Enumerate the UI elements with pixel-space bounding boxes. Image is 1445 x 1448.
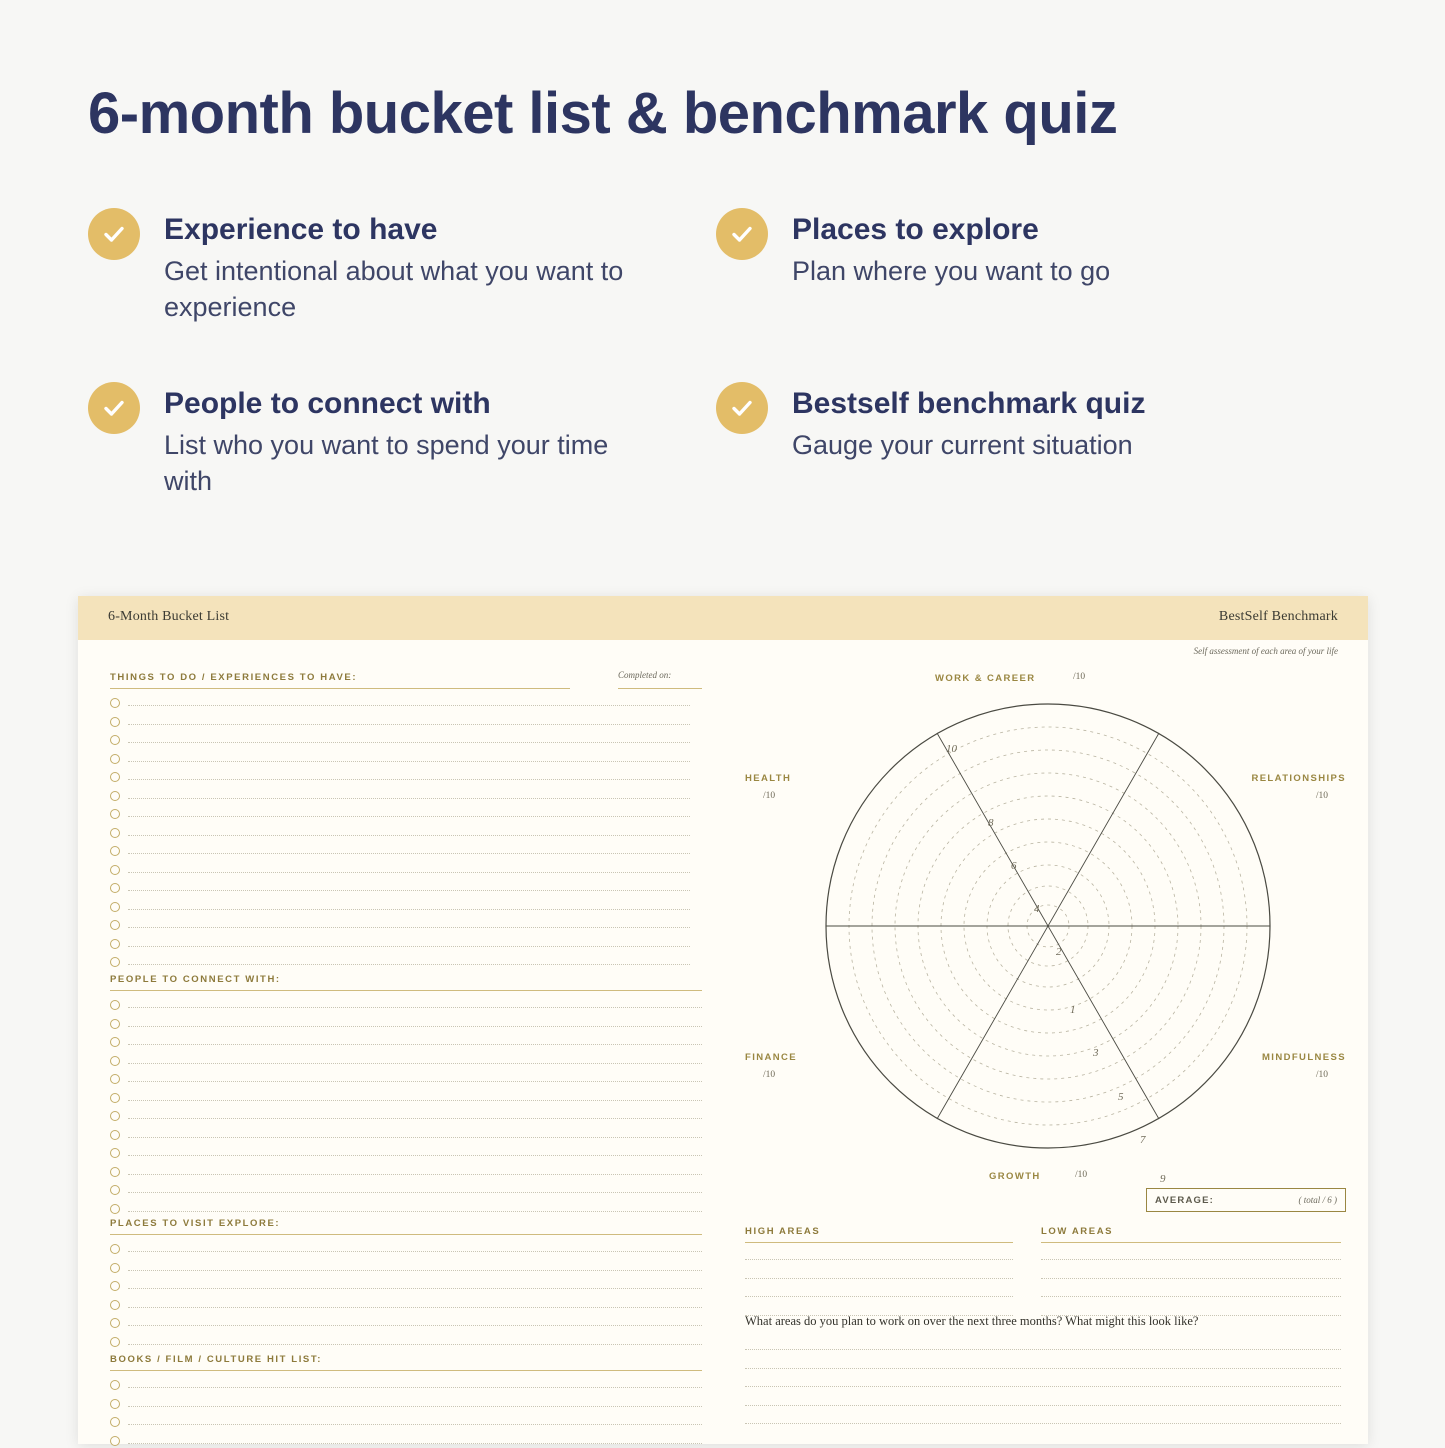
write-line[interactable] — [110, 1161, 702, 1180]
checkbox-circle-icon[interactable] — [110, 1019, 120, 1029]
checkbox-circle-icon[interactable] — [110, 865, 120, 875]
checkbox-circle-icon[interactable] — [110, 1056, 120, 1066]
write-line[interactable] — [110, 692, 690, 711]
write-line[interactable] — [110, 877, 690, 896]
axis-label-mindfulness: MINDFULNESS — [1262, 1052, 1346, 1063]
line-rule — [745, 1349, 1341, 1350]
line-rule — [128, 1344, 702, 1345]
line-rule — [128, 1406, 702, 1407]
svg-text:1: 1 — [1070, 1004, 1076, 1016]
write-line[interactable] — [110, 1430, 702, 1448]
write-line[interactable] — [110, 1142, 702, 1161]
feature-title: Bestself benchmark quiz — [792, 382, 1316, 420]
write-line[interactable] — [110, 1275, 702, 1294]
check-icon — [88, 382, 140, 434]
write-line[interactable] — [110, 951, 690, 970]
completed-on-label: Completed on: — [618, 670, 671, 680]
benchmark-wheel[interactable] — [798, 676, 1298, 1176]
axis-label-work-career: WORK & CAREER — [935, 673, 1036, 684]
line-rule — [1041, 1296, 1341, 1297]
section-rule — [110, 990, 702, 991]
section-label-things-to-do: THINGS TO DO / EXPERIENCES TO HAVE: — [110, 672, 357, 683]
line-rule — [128, 909, 690, 910]
high-areas-lines[interactable] — [745, 1246, 1013, 1320]
write-line[interactable] — [110, 1031, 702, 1050]
write-line[interactable] — [110, 748, 690, 767]
check-icon — [716, 382, 768, 434]
page-title: 6-month bucket list & benchmark quiz — [88, 80, 1117, 147]
checkbox-circle-icon[interactable] — [110, 1037, 120, 1047]
checkbox-circle-icon[interactable] — [110, 1318, 120, 1328]
checkbox-circle-icon[interactable] — [110, 939, 120, 949]
line-rule — [128, 1424, 702, 1425]
write-line[interactable] — [1041, 1283, 1341, 1302]
line-rule — [128, 872, 690, 873]
high-areas-label: HIGH AREAS — [745, 1226, 820, 1237]
write-line[interactable] — [745, 1410, 1341, 1429]
checkbox-circle-icon[interactable] — [110, 920, 120, 930]
low-areas-rule — [1041, 1242, 1341, 1243]
svg-text:4: 4 — [1034, 903, 1040, 915]
checkbox-circle-icon[interactable] — [110, 1281, 120, 1291]
left-page-header — [78, 596, 723, 640]
line-rule — [128, 1251, 702, 1252]
write-line[interactable] — [110, 933, 690, 952]
svg-text:6: 6 — [1011, 860, 1017, 872]
checkbox-circle-icon[interactable] — [110, 809, 120, 819]
write-line[interactable] — [745, 1336, 1341, 1355]
checkbox-circle-icon[interactable] — [110, 1300, 120, 1310]
checkbox-circle-icon[interactable] — [110, 1204, 120, 1214]
line-rule — [128, 724, 690, 725]
write-line[interactable] — [110, 914, 690, 933]
write-line[interactable] — [110, 1179, 702, 1198]
line-rule — [128, 1270, 702, 1271]
checkbox-circle-icon[interactable] — [110, 1380, 120, 1390]
line-rule — [745, 1405, 1341, 1406]
books-film-culture-lines[interactable] — [110, 1374, 702, 1448]
line-rule — [128, 1443, 702, 1444]
section-rule — [110, 688, 570, 689]
notebook-spread — [78, 596, 1368, 1444]
write-line[interactable] — [745, 1355, 1341, 1374]
svg-text:2: 2 — [1056, 946, 1062, 958]
checkbox-circle-icon[interactable] — [110, 1148, 120, 1158]
check-icon — [88, 208, 140, 260]
check-icon — [716, 208, 768, 260]
section-label-places: PLACES TO VISIT EXPLORE: — [110, 1218, 280, 1229]
write-line[interactable] — [110, 1050, 702, 1069]
line-rule — [745, 1259, 1013, 1260]
feature-title: Experience to have — [164, 208, 688, 246]
line-rule — [128, 1081, 702, 1082]
line-rule — [128, 1211, 702, 1212]
reflection-lines[interactable] — [745, 1336, 1341, 1429]
checkbox-circle-icon[interactable] — [110, 1417, 120, 1427]
line-rule — [128, 1288, 702, 1289]
write-line[interactable] — [110, 994, 702, 1013]
checkbox-circle-icon[interactable] — [110, 698, 120, 708]
right-page-header-text: BestSelf Benchmark — [1219, 609, 1338, 625]
feature-description: Get intentional about what you want to experience — [164, 253, 634, 326]
checkbox-circle-icon[interactable] — [110, 1130, 120, 1140]
line-rule — [1041, 1259, 1341, 1260]
write-line[interactable] — [745, 1265, 1013, 1284]
checkbox-circle-icon[interactable] — [110, 1000, 120, 1010]
feature-title: Places to explore — [792, 208, 1316, 246]
checkbox-circle-icon[interactable] — [110, 772, 120, 782]
write-line[interactable] — [110, 1312, 702, 1331]
reflection-question: What areas do you plan to work on over the next three months? What might this look like? — [745, 1314, 1198, 1329]
checkbox-circle-icon[interactable] — [110, 846, 120, 856]
completed-on-rule — [618, 688, 702, 689]
bucket-list-page — [78, 596, 724, 1444]
people-to-connect-lines[interactable] — [110, 994, 702, 1216]
write-line[interactable] — [110, 840, 690, 859]
write-line[interactable] — [745, 1392, 1341, 1411]
axis-score-work-career[interactable]: /10 — [1073, 672, 1085, 682]
write-line[interactable] — [745, 1246, 1013, 1265]
write-line[interactable] — [745, 1373, 1341, 1392]
line-rule — [745, 1423, 1341, 1424]
line-rule — [128, 1026, 702, 1027]
things-to-do-lines[interactable] — [110, 692, 690, 970]
write-line[interactable] — [110, 1411, 702, 1430]
line-rule — [128, 853, 690, 854]
line-rule — [128, 1387, 702, 1388]
section-label-books: BOOKS / FILM / CULTURE HIT LIST: — [110, 1354, 322, 1365]
axis-label-growth: GROWTH — [989, 1171, 1041, 1182]
write-line[interactable] — [1041, 1265, 1341, 1284]
checkbox-circle-icon[interactable] — [110, 1399, 120, 1409]
write-line[interactable] — [110, 1013, 702, 1032]
line-rule — [128, 1307, 702, 1308]
checkbox-circle-icon[interactable] — [110, 828, 120, 838]
line-rule — [128, 779, 690, 780]
feature-title: People to connect with — [164, 382, 688, 420]
write-line[interactable] — [110, 711, 690, 730]
section-rule — [110, 1370, 702, 1371]
axis-score-relationships[interactable]: /10 — [1316, 791, 1328, 801]
checkbox-circle-icon[interactable] — [110, 902, 120, 912]
line-rule — [745, 1296, 1013, 1297]
checkbox-circle-icon[interactable] — [110, 1263, 120, 1273]
feature-experience-to-have — [88, 208, 688, 325]
checkbox-circle-icon[interactable] — [110, 957, 120, 967]
write-line[interactable] — [110, 896, 690, 915]
write-line[interactable] — [745, 1283, 1013, 1302]
write-line[interactable] — [110, 1257, 702, 1276]
line-rule — [1041, 1278, 1341, 1279]
checkbox-circle-icon[interactable] — [110, 717, 120, 727]
checkbox-circle-icon[interactable] — [110, 1167, 120, 1177]
places-to-visit-lines[interactable] — [110, 1238, 702, 1349]
checkbox-circle-icon[interactable] — [110, 735, 120, 745]
line-rule — [128, 946, 690, 947]
svg-text:9: 9 — [1160, 1173, 1166, 1185]
checkbox-circle-icon[interactable] — [110, 883, 120, 893]
write-line[interactable] — [1041, 1246, 1341, 1265]
line-rule — [128, 1118, 702, 1119]
line-rule — [128, 816, 690, 817]
write-line[interactable] — [110, 1068, 702, 1087]
axis-score-health[interactable]: /10 — [763, 791, 775, 801]
line-rule — [745, 1278, 1013, 1279]
write-line[interactable] — [110, 785, 690, 804]
write-line[interactable] — [110, 1105, 702, 1124]
svg-text:5: 5 — [1118, 1091, 1124, 1103]
line-rule — [128, 798, 690, 799]
checkbox-circle-icon[interactable] — [110, 1337, 120, 1347]
line-rule — [128, 1100, 702, 1101]
line-rule — [128, 742, 690, 743]
checkbox-circle-icon[interactable] — [110, 1093, 120, 1103]
write-line[interactable] — [110, 1374, 702, 1393]
feature-bestself-benchmark-quiz — [716, 382, 1316, 463]
write-line[interactable] — [110, 859, 690, 878]
feature-places-to-explore — [716, 208, 1316, 289]
line-rule — [128, 1137, 702, 1138]
svg-text:10: 10 — [946, 743, 958, 755]
checkbox-circle-icon[interactable] — [110, 754, 120, 764]
line-rule — [128, 705, 690, 706]
line-rule — [128, 835, 690, 836]
axis-label-finance: FINANCE — [745, 1052, 797, 1063]
write-line[interactable] — [110, 803, 690, 822]
svg-text:3: 3 — [1092, 1047, 1099, 1059]
write-line[interactable] — [110, 1124, 702, 1143]
section-rule — [110, 1234, 702, 1235]
left-page-header-text: 6-Month Bucket List — [108, 609, 229, 625]
svg-text:8: 8 — [988, 817, 994, 829]
axis-label-health: HEALTH — [745, 773, 791, 784]
line-rule — [745, 1386, 1341, 1387]
average-box[interactable] — [1146, 1188, 1346, 1212]
svg-text:7: 7 — [1140, 1134, 1146, 1146]
line-rule — [745, 1368, 1341, 1369]
feature-description: Gauge your current situation — [792, 427, 1262, 463]
line-rule — [128, 1192, 702, 1193]
line-rule — [128, 1155, 702, 1156]
line-rule — [128, 761, 690, 762]
checkbox-circle-icon[interactable] — [110, 1074, 120, 1084]
axis-score-growth[interactable]: /10 — [1075, 1170, 1087, 1180]
line-rule — [128, 1007, 702, 1008]
benchmark-page — [723, 596, 1368, 1444]
checkbox-circle-icon[interactable] — [110, 1185, 120, 1195]
write-line[interactable] — [110, 766, 690, 785]
line-rule — [128, 927, 690, 928]
axis-label-relationships: RELATIONSHIPS — [1251, 773, 1346, 784]
feature-people-to-connect-with — [88, 382, 688, 499]
wheel-svg[interactable] — [798, 676, 1298, 1176]
line-rule — [128, 964, 690, 965]
write-line[interactable] — [110, 729, 690, 748]
section-label-people: PEOPLE TO CONNECT WITH: — [110, 974, 281, 985]
promo-section — [0, 0, 1445, 590]
low-areas-lines[interactable] — [1041, 1246, 1341, 1320]
average-hint: ( total / 6 ) — [1299, 1195, 1338, 1205]
write-line[interactable] — [110, 1294, 702, 1313]
write-line[interactable] — [110, 1087, 702, 1106]
high-areas-rule — [745, 1242, 1013, 1243]
axis-score-mindfulness[interactable]: /10 — [1316, 1070, 1328, 1080]
line-rule — [128, 1063, 702, 1064]
average-label: AVERAGE: — [1155, 1195, 1214, 1206]
write-line[interactable] — [110, 1198, 702, 1217]
line-rule — [128, 1044, 702, 1045]
axis-score-finance[interactable]: /10 — [763, 1070, 775, 1080]
right-page-subtitle: Self assessment of each area of your life — [1194, 646, 1338, 656]
feature-description: Plan where you want to go — [792, 253, 1262, 289]
checkbox-circle-icon[interactable] — [110, 1436, 120, 1446]
write-line[interactable] — [110, 1238, 702, 1257]
write-line[interactable] — [110, 822, 690, 841]
line-rule — [128, 890, 690, 891]
line-rule — [128, 1325, 702, 1326]
write-line[interactable] — [110, 1393, 702, 1412]
write-line[interactable] — [110, 1331, 702, 1350]
low-areas-label: LOW AREAS — [1041, 1226, 1113, 1237]
checkbox-circle-icon[interactable] — [110, 1111, 120, 1121]
line-rule — [128, 1174, 702, 1175]
right-page-header — [723, 596, 1368, 640]
checkbox-circle-icon[interactable] — [110, 1244, 120, 1254]
feature-description: List who you want to spend your time with — [164, 427, 634, 500]
checkbox-circle-icon[interactable] — [110, 791, 120, 801]
